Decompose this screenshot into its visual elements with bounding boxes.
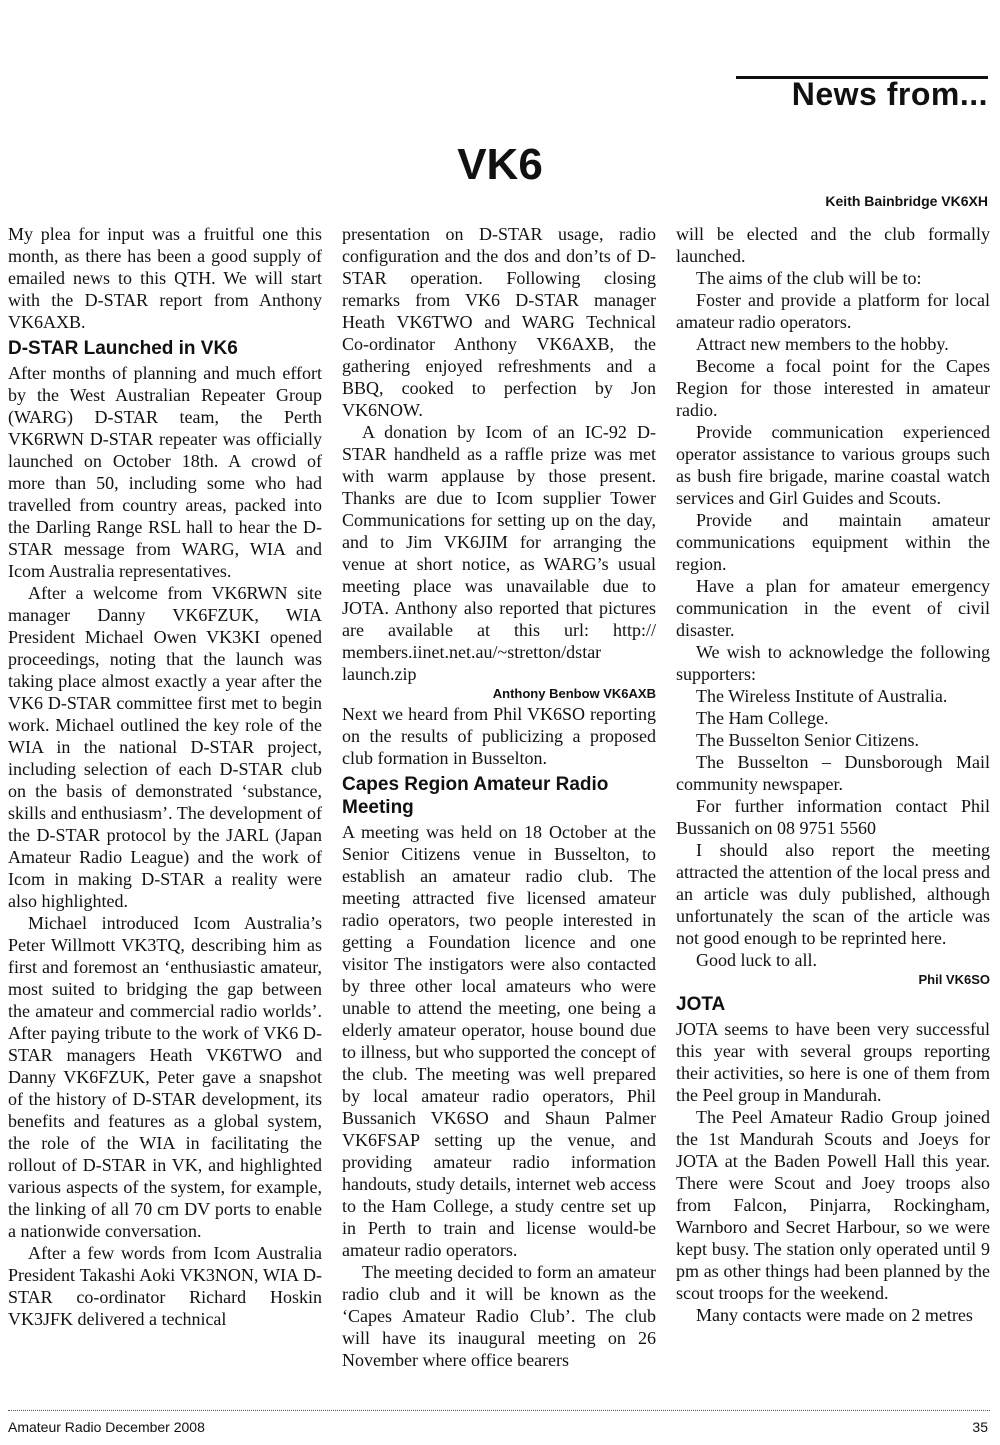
- paragraph: presentation on D-STAR usage, radio configuration and the dos and don’ts of D-STAR operation. Following closing remarks from VK6 D-STAR manager Heath VK6TWO and WARG Technical Co-ordinator Anthony VK6AXB, the gathering enjoyed refreshments and a BBQ, cooked to perfection by Jon VK6NOW.: [342, 224, 656, 420]
- paragraph: Next we heard from Phil VK6SO reporting on the results of publicizing a proposed club formation in Busselton.: [342, 704, 656, 768]
- footer-publication: Amateur Radio December 2008: [8, 1419, 205, 1435]
- paragraph: The Busselton Senior Citizens.: [696, 730, 919, 750]
- section-header: News from...: [791, 76, 988, 112]
- paragraph: Provide and maintain amateur communications equipment within the region.: [676, 510, 990, 574]
- paragraph: We wish to acknowledge the following supporters:: [676, 642, 990, 684]
- page-title: VK6: [457, 140, 543, 189]
- section-heading: D-STAR Launched in VK6: [8, 338, 238, 359]
- paragraph: Become a focal point for the Capes Region for those interested in amateur radio.: [676, 356, 990, 420]
- paragraph: JOTA seems to have been very successful this year with several groups reporting their activities, so here is one of them from the Peel group in Mandurah.: [676, 1019, 990, 1105]
- paragraph: Provide communication experienced operator assistance to various groups such as bush fire brigade, marine coastal watch services and Girl Guides and Scouts.: [676, 422, 990, 508]
- column-1: [8, 223, 322, 1330]
- paragraph: Good luck to all.: [696, 950, 817, 970]
- paragraph: The Ham College.: [696, 708, 829, 728]
- signature: Anthony Benbow VK6AXB: [492, 686, 656, 701]
- paragraph: The meeting decided to form an amateur radio club and it will be known as the ‘Capes Amateur Radio Club’. The club will have its inaugural meeting on 26 November where office bearers: [342, 1262, 656, 1370]
- paragraph: The Peel Amateur Radio Group joined the 1st Mandurah Scouts and Joeys for JOTA at the Baden Powell Hall this year. There were Scout and Joey troops also from Falcon, Pinjarra, Rockingham, Warnboro and Secret Harbour, so we were kept busy. The station only operated until 9 pm as other things had been planned by the scout troops for the weekend.: [676, 1107, 990, 1303]
- author-byline: Keith Bainbridge VK6XH: [825, 193, 988, 209]
- paragraph: After months of planning and much effort by the West Australian Repeater Group (WARG) D-STAR team, the Perth VK6RWN D-STAR repeater was officially launched on October 18th. A crowd of more than 50, including some who had travelled from country areas, packed into the Darling Range RSL hall to hear the D-STAR message from WARG, WIA and Icom Australia representatives.: [8, 363, 322, 581]
- footer-rule: [8, 1410, 990, 1411]
- paragraph: Michael introduced Icom Australia’s Peter Willmott VK3TQ, describing him as first and foremost an ‘enthusiastic amateur, most suited to bridging the gap between the amateur and commercial radio worlds’. After paying tribute to the work of VK6 D-STAR managers Heath VK6TWO and Danny VK6FZUK, Peter gave a snapshot of the history of D-STAR development, its benefits and features as a global system, the role of the WIA in facilitating the rollout of D-STAR in VK, and highlighted various aspects of the system, for example, the linking of all 70 cm DV ports to enable a nationwide conversation.: [8, 913, 322, 1241]
- paragraph: The Wireless Institute of Australia.: [696, 686, 948, 706]
- paragraph: will be elected and the club formally launched.: [676, 224, 990, 266]
- paragraph: A meeting was held on 18 October at the Senior Citizens venue in Busselton, to establish an amateur radio club. The meeting attracted five licensed amateur radio operators, two people interested in getting a Foundation licence and one visitor The instigators were also contacted by three other local amateurs who were unable to attend the meeting, one being a elderly amateur operator, house bound due to illness, but who supported the concept of the club. The meeting was well prepared by local amateur radio operators, Phil Bussanich VK6SO and Shaun Palmer VK6FSAP setting up the venue, and providing amateur radio information handouts, study details, internet web access to the Ham College, a study centre set up in Perth to train and license would-be amateur radio operators.: [342, 822, 656, 1260]
- paragraph: Have a plan for amateur emergency communication in the event of civil disaster.: [676, 576, 990, 640]
- paragraph: The Busselton – Dunsborough Mail community newspaper.: [676, 752, 990, 794]
- paragraph: The aims of the club will be to:: [696, 268, 922, 288]
- section-heading: JOTA: [676, 994, 726, 1015]
- paragraph: My plea for input was a fruitful one this month, as there has been a good supply of emailed news to this QTH. We will start with the D-STAR report from Anthony VK6AXB.: [8, 224, 322, 332]
- paragraph: For further information contact Phil Bussanich on 08 9751 5560: [676, 796, 990, 838]
- paragraph: After a welcome from VK6RWN site manager Danny VK6FZUK, WIA President Michael Owen VK3KI opened proceedings, noting that the launch was taking place almost exactly a year after the VK6 D-STAR committee first met to begin work. Michael outlined the key role of the WIA in the national D-STAR project, including selection of each D-STAR club on the basis of demonstrated ‘substance, skills and enthusiasm’. The development of the D-STAR protocol by the JARL (Japan Amateur Radio League) and the work of Icom in making D-STAR a reality were also highlighted.: [8, 583, 322, 911]
- paragraph: A donation by Icom of an IC-92 D-STAR handheld as a raffle prize was met with warm applause by those present. Thanks are due to Icom supplier Tower Communications for setting up on the day, and to Jim VK6JIM for arranging the venue at short notice, as WARG’s usual meeting place was unavailable due to JOTA. Anthony also reported that pictures are available at this url: http:// members.iinet.net.au/~stretton/dstar launch.zip: [342, 422, 656, 684]
- column-3: [676, 223, 990, 1326]
- paragraph: After a few words from Icom Australia President Takashi Aoki VK3NON, WIA D-STAR co-ordinator Richard Hoskin VK3JFK delivered a technical: [8, 1243, 322, 1329]
- section-heading: Capes Region Amateur Radio Meeting: [342, 774, 609, 818]
- paragraph: Foster and provide a platform for local amateur radio operators.: [676, 290, 990, 332]
- page-number: 35: [972, 1419, 988, 1435]
- paragraph: I should also report the meeting attracted the attention of the local press and an article was duly published, although unfortunately the scan of the article was not good enough to be reprinted here.: [676, 840, 990, 948]
- signature: Phil VK6SO: [918, 972, 990, 987]
- paragraph: Many contacts were made on 2 metres: [696, 1305, 973, 1325]
- column-2: [342, 223, 656, 1371]
- paragraph: Attract new members to the hobby.: [696, 334, 949, 354]
